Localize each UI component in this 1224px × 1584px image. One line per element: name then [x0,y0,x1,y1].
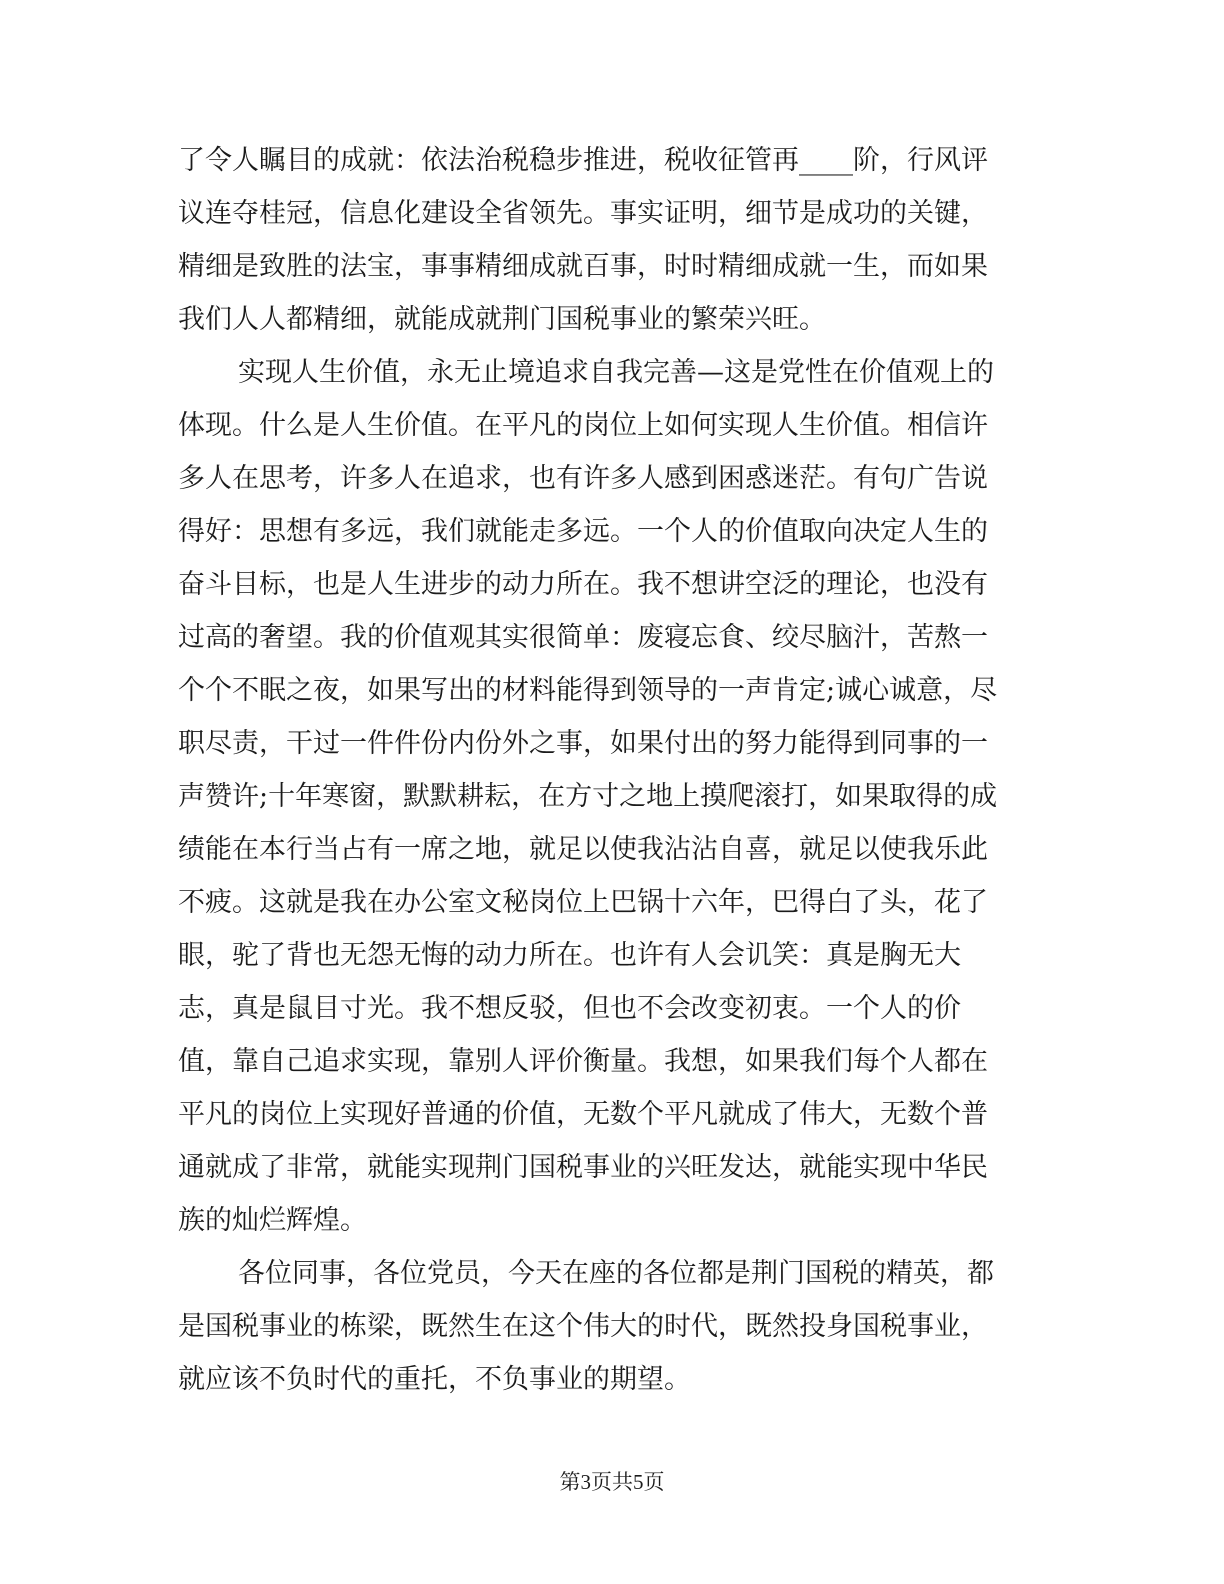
text-line: 个个不眠之夜，如果写出的材料能得到领导的一声肯定;诚心诚意，尽 [178,675,998,706]
paragraph [178,346,1028,1247]
text-line: 志，真是鼠目寸光。我不想反驳，但也不会改变初衷。一个人的价 [178,993,961,1024]
text-line: 是国税事业的栋梁，既然生在这个伟大的时代，既然投身国税事业， [178,1311,988,1342]
text-line: 体现。什么是人生价值。在平凡的岗位上如何实现人生价值。相信许 [178,410,988,441]
text-line: 绩能在本行当占有一席之地，就足以使我沾沾自喜，就足以使我乐此 [178,834,988,865]
text-line: 过高的奢望。我的价值观其实很简单：废寝忘食、绞尽脑汁，苦熬一 [178,622,988,653]
text-line: 职尽责，干过一件件份内份外之事，如果付出的努力能得到同事的一 [178,728,988,759]
text-line: 值，靠自己追求实现，靠别人评价衡量。我想，如果我们每个人都在 [178,1046,988,1077]
text-line: 声赞许;十年寒窗，默默耕耘，在方寸之地上摸爬滚打，如果取得的成 [178,781,998,812]
text-line: 了令人瞩目的成就：依法治税稳步推进，税收征管再____阶，行风评 [178,145,988,176]
body-text [178,134,1028,1406]
text-line: 我们人人都精细，就能成就荆门国税事业的繁荣兴旺。 [178,304,826,335]
paragraph [178,134,1028,346]
text-line: 通就成了非常，就能实现荆门国税事业的兴旺发达，就能实现中华民 [178,1152,988,1183]
text-line: 精细是致胜的法宝，事事精细成就百事，时时精细成就一生，而如果 [178,251,988,282]
text-line: 各位同事，各位党员，今天在座的各位都是荆门国税的精英，都 [238,1258,994,1289]
text-line: 族的灿烂辉煌。 [178,1205,367,1236]
text-line: 就应该不负时代的重托，不负事业的期望。 [178,1364,691,1395]
text-line: 得好：思想有多远，我们就能走多远。一个人的价值取向决定人生的 [178,516,988,547]
text-line: 不疲。这就是我在办公室文秘岗位上巴锅十六年，巴得白了头，花了 [178,887,988,918]
text-line: 多人在思考，许多人在追求，也有许多人感到困惑迷茫。有句广告说 [178,463,988,494]
text-line: 议连夺桂冠，信息化建设全省领先。事实证明，细节是成功的关键， [178,198,988,229]
page-number: 第3页共5页 [559,1470,665,1494]
paragraph [178,1247,1028,1406]
text-line: 眼，驼了背也无怨无悔的动力所在。也许有人会讥笑：真是胸无大 [178,940,961,971]
text-line: 平凡的岗位上实现好普通的价值，无数个平凡就成了伟大，无数个普 [178,1099,988,1130]
text-line: 奋斗目标，也是人生进步的动力所在。我不想讲空泛的理论，也没有 [178,569,988,600]
text-line: 实现人生价值，永无止境追求自我完善—这是党性在价值观上的 [238,357,994,388]
